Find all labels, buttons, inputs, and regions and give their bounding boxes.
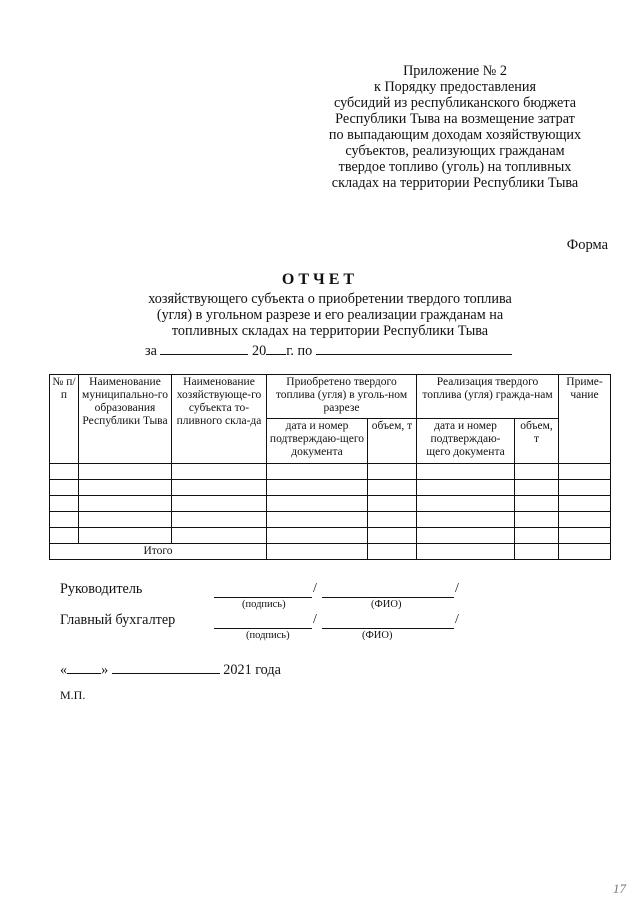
header-purchased: Приобретено твердого топлива (угля) в уголь-ном разрезе [267,375,417,419]
table-cell[interactable] [368,480,417,496]
form-label: Форма [566,237,608,253]
date-month-field[interactable] [112,660,220,674]
table-cell[interactable] [559,528,611,544]
table-cell[interactable] [172,512,267,528]
total-cell[interactable] [559,544,611,560]
head-label: Руководитель [60,581,143,597]
table-cell[interactable] [515,464,559,480]
header-row [50,375,611,419]
appendix-line: твердое топливо (уголь) на топливных [338,159,572,175]
table-cell[interactable] [417,512,515,528]
table-cell[interactable] [515,480,559,496]
table-cell[interactable] [368,528,417,544]
table-cell[interactable] [79,512,172,528]
table-cell[interactable] [172,464,267,480]
header-purchased-volume: объем, т [368,419,417,464]
header-num: № п/п [50,375,79,464]
head-signature-field[interactable] [214,597,312,598]
head-signature-hint: (подпись) [242,599,286,610]
appendix-block [300,63,610,191]
date-line [60,660,281,679]
table-cell[interactable] [417,496,515,512]
total-cell[interactable] [515,544,559,560]
total-label: Итого [50,544,267,560]
header-sold: Реализация твердого топлива (угля) гражда-нам [417,375,559,419]
header-purchased-date-doc: дата и номер подтверждаю-щего документа [267,419,368,464]
table-cell[interactable] [267,464,368,480]
table-cell[interactable] [267,496,368,512]
table-cell[interactable] [559,480,611,496]
table-cell[interactable] [267,528,368,544]
table-cell[interactable] [559,464,611,480]
date-day-field[interactable] [67,660,101,674]
table-cell[interactable] [50,496,79,512]
table-cell[interactable] [172,496,267,512]
appendix-line: к Порядку предоставления [374,79,536,95]
report-subtitle [110,291,550,339]
stamp-label: М.П. [60,688,86,702]
table-cell[interactable] [79,480,172,496]
table-cell[interactable] [50,528,79,544]
table-cell[interactable] [559,512,611,528]
total-cell[interactable] [267,544,368,560]
head-name-field[interactable] [322,597,454,598]
table-cell[interactable] [79,496,172,512]
header-sold-volume: объем, т [515,419,559,464]
table-cell[interactable] [515,496,559,512]
table-cell[interactable] [50,512,79,528]
table-cell[interactable] [515,512,559,528]
subtitle-line: топливных складах на территории Республики Тыва [171,323,489,339]
subtitle-line: хозяйствующего субъекта о приобретении твердого топлива [148,291,512,307]
table-cell[interactable] [172,480,267,496]
table-cell[interactable] [79,528,172,544]
head-slash: / [313,581,317,596]
date-open-quote: « [60,662,68,678]
table-cell[interactable] [50,464,79,480]
subtitle-line: (угля) в угольном разрезе и его реализации гражданам на [156,307,504,323]
appendix-line: по выпадающим доходам хозяйствующих [328,127,582,143]
table-cell[interactable] [515,528,559,544]
header-sold-date-doc: дата и номер подтверждаю-щего документа [417,419,515,464]
head-name-hint: (ФИО) [371,599,402,610]
period-year-prefix: 20 [252,343,267,359]
appendix-line: Республики Тыва на возмещение затрат [335,111,575,127]
table-cell[interactable] [79,464,172,480]
accountant-name-field[interactable] [322,628,454,629]
date-year-text: 2021 года [223,662,281,678]
accountant-signature-field[interactable] [214,628,312,629]
date-close-quote: » [101,662,109,678]
table-cell[interactable] [417,464,515,480]
table-cell[interactable] [417,528,515,544]
total-cell[interactable] [368,544,417,560]
header-note: Приме-чание [559,375,611,464]
table-cell[interactable] [172,528,267,544]
accountant-name-hint: (ФИО) [362,630,393,641]
period-year-suffix: г. по [286,343,313,359]
accountant-signature-hint: (подпись) [246,630,290,641]
accountant-label: Главный бухгалтер [60,612,176,628]
period-start-field[interactable] [160,341,248,355]
accountant-slash: / [313,612,317,627]
table-cell[interactable] [559,496,611,512]
appendix-line: Приложение № 2 [403,63,507,79]
table-cell[interactable] [368,464,417,480]
table-row [50,512,611,528]
table-cell[interactable] [267,480,368,496]
period-year-field[interactable] [266,341,286,355]
period-prefix: за [145,343,157,359]
report-period [145,341,512,360]
appendix-line: складах на территории Республики Тыва [331,175,579,191]
header-entity: Наименование хозяйствующе-го субъекта то-пливного скла-да [172,375,267,464]
total-cell[interactable] [417,544,515,560]
table-cell[interactable] [368,512,417,528]
appendix-line: субъектов, реализующих гражданам [345,143,565,159]
accountant-slash-end: / [455,612,459,627]
header-municipality: Наименование муниципально-го образования Республики Тыва [79,375,172,464]
appendix-line: субсидий из республиканского бюджета [333,95,577,111]
table-row [50,496,611,512]
table-cell[interactable] [267,512,368,528]
head-slash-end: / [455,581,459,596]
table-cell[interactable] [50,480,79,496]
table-row [50,528,611,544]
report-title: ОТЧЕТ [281,271,359,288]
total-row [50,544,611,560]
table-row [50,464,611,480]
report-table [49,374,611,560]
period-end-field[interactable] [316,341,512,355]
page-number: 17 [613,881,626,896]
table-row [50,480,611,496]
table-cell[interactable] [368,496,417,512]
table-cell[interactable] [417,480,515,496]
